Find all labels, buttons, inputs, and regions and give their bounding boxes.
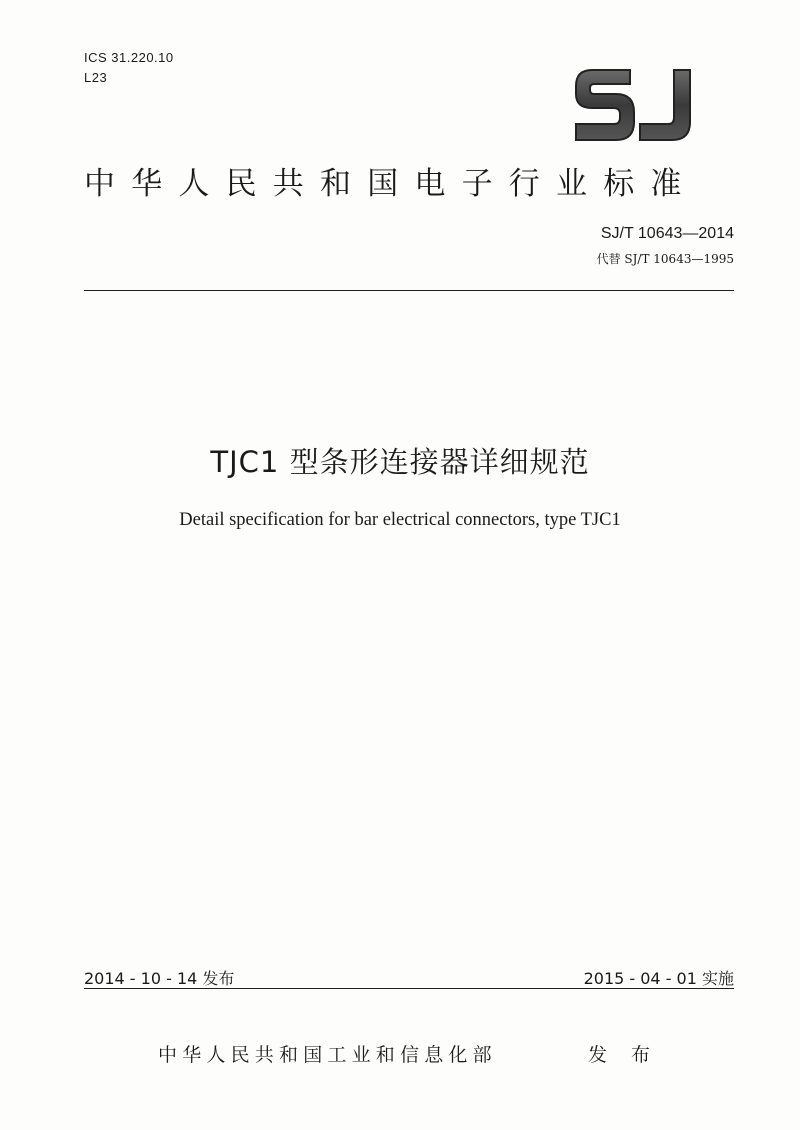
issue-date: 2014 - 10 - 14 发布 (84, 969, 235, 988)
standard-organization-title: 中华人民共和国电子行业标准 (84, 166, 698, 202)
ccs-code: L23 (84, 70, 108, 85)
ics-code: ICS 31.220.10 (84, 50, 174, 65)
bottom-divider (84, 988, 734, 989)
implementation-date: 2015 - 04 - 01 实施 (583, 969, 734, 988)
top-divider (84, 290, 734, 291)
document-title-chinese: TJC1 型条形连接器详细规范 (210, 445, 590, 479)
publisher-name: 中华人民共和国工业和信息化部 (158, 1044, 497, 1066)
standard-number: SJ/T 10643—2014 (600, 225, 734, 242)
classification-codes (84, 48, 174, 88)
replaces-standard: 代替 SJ/T 10643—1995 (596, 252, 734, 266)
publish-label: 发 布 (588, 1044, 660, 1066)
sj-logo (570, 64, 702, 146)
document-title-english: Detail specification for bar electrical connectors, type TJC1 (179, 510, 621, 530)
